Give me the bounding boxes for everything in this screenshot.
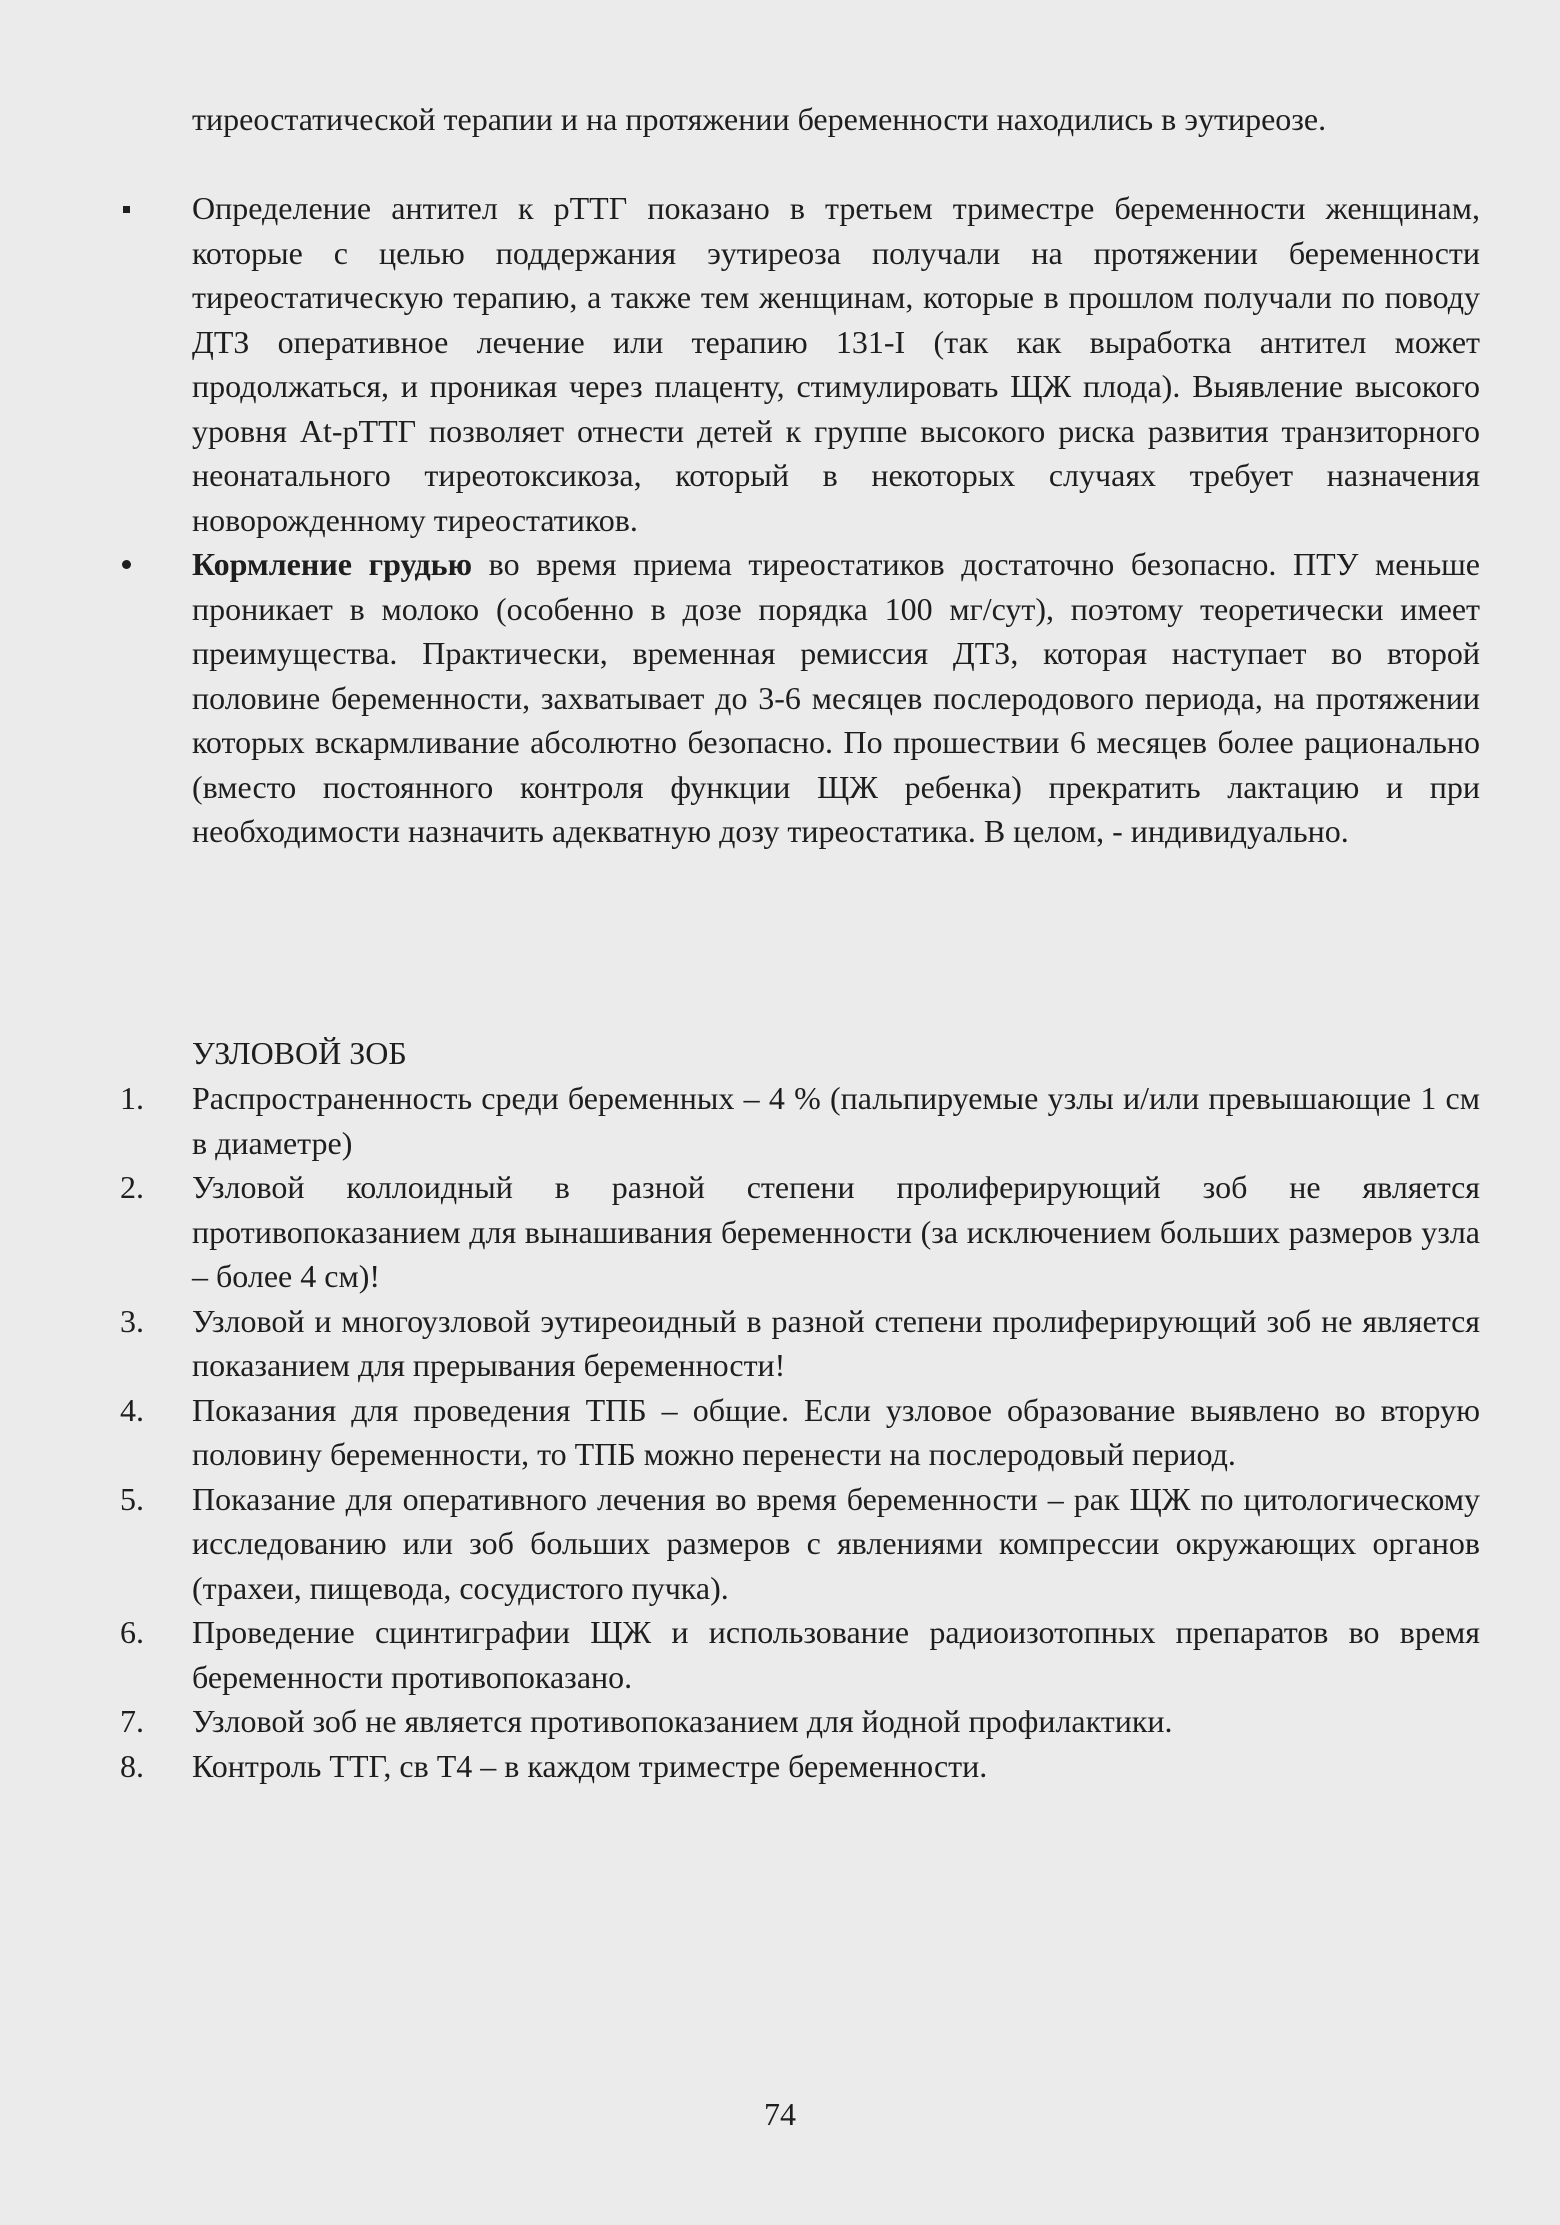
numbered-item xyxy=(120,1388,1480,1477)
item-number: 7. xyxy=(120,1703,144,1739)
bullet-item xyxy=(120,542,1480,854)
numbered-item xyxy=(120,1610,1480,1699)
round-bullet-icon xyxy=(122,560,131,569)
bullet-bold-lead: Кормление грудью xyxy=(192,546,473,582)
item-number: 6. xyxy=(120,1614,144,1650)
bullet-text-rest: во время приема тиреостатиков достаточно безопасно. ПТУ меньше проникает в молоко (особенно в дозе порядка 100 мг/сут), поэтому теоретически имеет преимущества. Практически, временная ремиссия ДТЗ, которая наступает во второй половине беременности, захватывает до 3-6 месяцев послеродового периода, на протяжении которых вскармливание абсолютно безопасно. По прошествии 6 месяцев более рационально (вместо постоянного контроля функции ЩЖ ребенка) прекратить лактацию и при необходимости назначить адекватную дозу тиреостатика. В целом, - индивидуально. xyxy=(192,546,1481,849)
bullet-list xyxy=(120,186,1480,854)
bullet-text: Определение антител к рТТГ показано в третьем триместре беременности женщинам, которые с целью поддержания эутиреоза получали на протяжении беременности тиреостатическую терапию, а также тем женщинам, которые в прошлом получали по поводу ДТЗ оперативное лечение или терапию 131-I (так как выработка антител может продолжаться, и проникая через плаценту, стимулировать ЩЖ плода). Выявление высокого уровня At-рТТГ позволяет отнести детей к группе высокого риска развития транзиторного неонатального тиреотоксикоза, который в некоторых случаях требует назначения новорожденному тиреостатиков. xyxy=(192,190,1480,538)
numbered-list xyxy=(120,1076,1480,1788)
item-number: 2. xyxy=(120,1169,144,1205)
numbered-item xyxy=(120,1299,1480,1388)
item-number: 1. xyxy=(120,1080,144,1116)
item-text: Контроль ТТГ, св Т4 – в каждом триместре беременности. xyxy=(192,1747,988,1784)
page-number: 74 xyxy=(764,2096,796,2132)
item-text: Узловой и многоузловой эутиреоидный в разной степени пролиферирующий зоб не является показанием для прерывания беременности! xyxy=(192,1302,1480,1383)
section-heading: УЗЛОВОЙ ЗОБ xyxy=(192,1035,407,1071)
item-text: Узловой зоб не является противопоказанием для йодной профилактики. xyxy=(192,1703,1173,1739)
item-text: Узловой коллоидный в разной степени пролиферирующий зоб не является противопоказанием для вынашивания беременности (за исключением больших размеров узла – более 4 см)! xyxy=(192,1169,1480,1294)
continuation-text: тиреостатической терапии и на протяжении беременности находились в эутиреозе. xyxy=(192,101,1327,137)
numbered-item xyxy=(120,1744,1480,1789)
numbered-item xyxy=(120,1699,1480,1744)
square-bullet-icon xyxy=(123,206,130,213)
item-text: Показания для проведения ТПБ – общие. Если узловое образование выявлено во вторую половину беременности, то ТПБ можно перенести на послеродовый период. xyxy=(192,1391,1480,1472)
item-text: Проведение сцинтиграфии ЩЖ и использование радиоизотопных препаратов во время беременности противопоказано. xyxy=(192,1614,1480,1695)
item-text: Распространенность среди беременных – 4 % (пальпируемые узлы и/или превышающие 1 см в диаметре) xyxy=(192,1080,1480,1161)
numbered-item xyxy=(120,1477,1480,1611)
numbered-item xyxy=(120,1165,1480,1299)
bullet-item xyxy=(120,186,1480,542)
item-number: 8. xyxy=(120,1747,144,1784)
item-number: 3. xyxy=(120,1302,144,1339)
continuation-paragraph xyxy=(120,97,1480,142)
bullet-text xyxy=(192,542,1480,854)
item-number: 4. xyxy=(120,1391,144,1428)
item-number: 5. xyxy=(120,1480,144,1517)
item-text: Показание для оперативного лечения во время беременности – рак ЩЖ по цитологическому исследованию или зоб больших размеров с явлениями компрессии окружающих органов (трахеи, пищевода, сосудистого пучка). xyxy=(192,1480,1480,1606)
numbered-item xyxy=(120,1076,1480,1165)
